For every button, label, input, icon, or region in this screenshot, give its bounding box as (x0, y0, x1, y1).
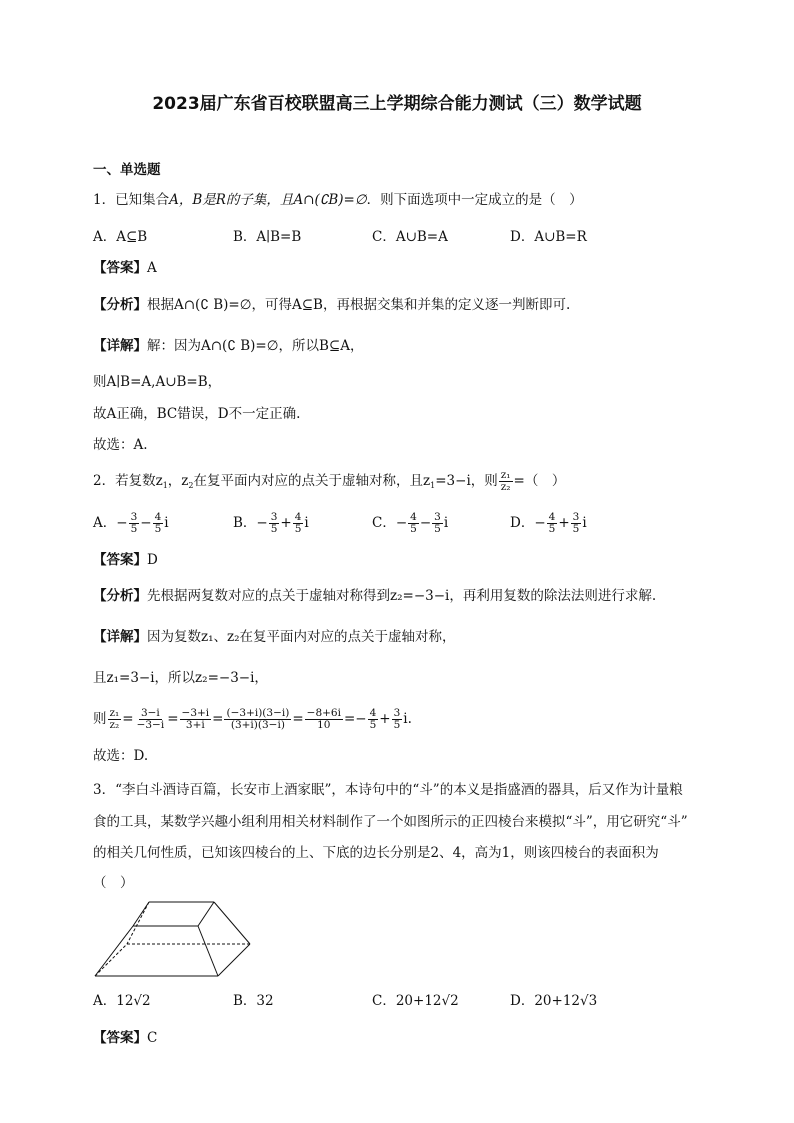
q1-stem-b: A，B是R的子集，且 (169, 192, 294, 208)
q1-stem-e: ．则下面选项中一定成立的是（ ） (366, 192, 583, 208)
detail-text: 因为复数z₁、z₂在复平面内对应的点关于虚轴对称， (147, 629, 456, 645)
section-heading: 一、单选题 (93, 162, 161, 178)
option-label: D． (510, 515, 535, 531)
answer-value: A (147, 260, 157, 276)
q3-option-d: D．20+12√3 (510, 993, 598, 1009)
q3-line4: （ ） (93, 875, 134, 891)
q1-answer (93, 258, 157, 278)
calc-prefix: 则 (93, 711, 107, 727)
q3-option-c: C．20+12√2 (372, 993, 459, 1009)
analysis-text: 根据A∩(∁ B)=∅，可得A⊆B，再根据交集和并集的定义逐一判断即可. (147, 297, 571, 313)
option-label: A． (93, 515, 117, 531)
q1-detail-line3: 故A正确，BC错误，D不一定正确. (93, 406, 301, 422)
q1-stem-a: 1．已知集合 (93, 192, 170, 208)
answer-value: C (147, 1030, 158, 1046)
q3-line1: 3．“李白斗酒诗百篇，长安市上酒家眠”，本诗句中的“斗”的本义是指盛酒的器具，后又作为计量粮 (93, 782, 683, 798)
q1-choose: 故选：A. (93, 437, 148, 453)
q3-option-b: B．32 (233, 993, 274, 1009)
q2-calc: 则 $\frac{\text{z₁}}{\text{z₂}}$ = $\frac{3-i}{-3-i}$ = $\frac{-3+i}{3+i}$ = $\frac{(-3+i)(3-i)}{(3+i)(3-i)}$ = $\frac{-8+6i}{10}$ =− $\frac{4}{5}$ + $\frac{3}{5}$ i. (93, 707, 412, 731)
q2-stem-a: 2．若复数z (93, 473, 163, 489)
q2-analysis (93, 586, 656, 606)
q2-detail (93, 627, 456, 647)
q1-stem (93, 190, 583, 210)
q2-stem-b: ，z (167, 473, 189, 489)
q2-answer (93, 550, 158, 570)
q2-detail-line2: 且z₁=3−i，所以z₂=−3−i， (93, 670, 268, 686)
analysis-text: 先根据两复数对应的点关于虚轴对称得到z₂=−3−i，再利用复数的除法法则进行求解. (147, 588, 657, 604)
q2-option-b: B．− $\frac{3}{5}$ + $\frac{4}{5}$ i (233, 511, 309, 535)
q1-detail-line2: 则A∣B=A,A∪B=B， (93, 374, 222, 390)
q3-line3: 的相关几何性质，已知该四棱台的上、下底的边长分别是2、4，高为1，则该四棱台的表面积为 (93, 845, 659, 861)
answer-tag: 【答案】 (93, 1030, 147, 1046)
answer-value: D (147, 552, 158, 568)
q2-stem-e: =（ ） (513, 473, 566, 489)
analysis-tag: 【分析】 (93, 588, 147, 604)
option-label: B． (233, 515, 257, 531)
q1-option-c: C．A∪B=A (372, 229, 448, 245)
detail-text: 解：因为A∩(∁ B)=∅，所以B⊆A， (147, 338, 364, 354)
q3-option-a: A．12√2 (93, 993, 151, 1009)
q2-stem-d: =3−i，则 (435, 473, 498, 489)
q2-option-d: D．− $\frac{4}{5}$ + $\frac{3}{5}$ i (510, 511, 587, 535)
detail-tag: 【详解】 (93, 338, 147, 354)
page-title: 2023届广东省百校联盟高三上学期综合能力测试（三）数学试题 (152, 94, 642, 114)
analysis-tag: 【分析】 (93, 297, 147, 313)
q2-stem: 2．若复数$z_1$，$z_2$在复平面内对应的点关于虚轴对称，且$z_1=3-i$，则 $\frac{\text{z₁}}{\text{z₂}}$ =（ ） (93, 469, 566, 493)
q2-stem-c: 在复平面内对应的点关于虚轴对称，且z (193, 473, 431, 489)
q2-option-a: A．− $\frac{3}{5}$ − $\frac{4}{5}$ i (93, 511, 169, 535)
q3-answer (93, 1028, 157, 1048)
answer-tag: 【答案】 (93, 260, 147, 276)
q3-line2: 食的工具，某数学兴趣小组利用相关材料制作了一个如图所示的正四棱台来模拟“斗”，用它研究“斗” (93, 814, 688, 830)
q1-detail (93, 336, 363, 356)
q1-stem-c: A∩(∁ (293, 192, 329, 208)
q1-option-d: D．A∪B=R (510, 229, 587, 245)
q2-option-c: C．− $\frac{4}{5}$ − $\frac{3}{5}$ i (372, 511, 449, 535)
q1-option-a: A．A⊆B (93, 229, 148, 245)
option-label: C． (372, 515, 396, 531)
frustum-figure (93, 896, 253, 978)
answer-tag: 【答案】 (93, 552, 147, 568)
q2-stem-fraction: $\frac{\text{z₁}}{\text{z₂}}$ (500, 469, 511, 493)
q1-stem-d: B)=∅ (328, 192, 367, 208)
q1-option-b: B．A∣B=B (233, 229, 302, 245)
detail-tag: 【详解】 (93, 629, 147, 645)
q1-analysis (93, 295, 570, 315)
q2-choose: 故选：D. (93, 748, 149, 764)
